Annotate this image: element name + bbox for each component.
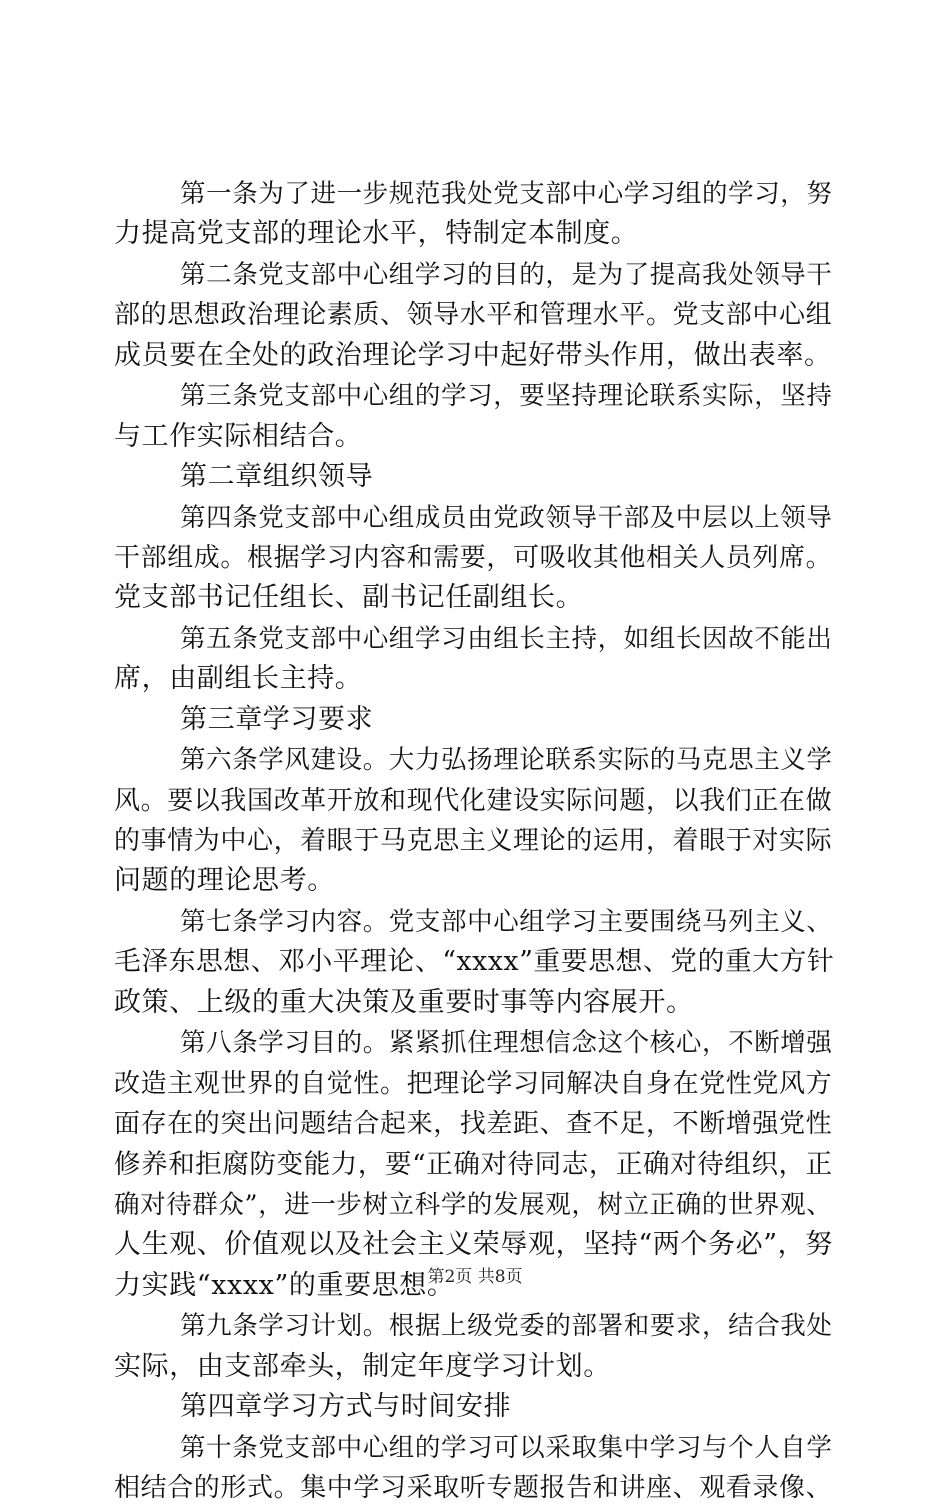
text-line: 人生观、价值观以及社会主义荣辱观，坚持“两个务必”，努 <box>114 1229 833 1261</box>
text-line: 第四章学习方式与时间安排 <box>180 1391 512 1423</box>
text-line: 力提高党支部的理论水平，特制定本制度。 <box>114 218 639 250</box>
text-line: 力实践“xxxx”的重要思想。 <box>114 1269 455 1301</box>
text-line: 党支部书记任组长、副书记任副组长。 <box>114 582 584 614</box>
text-line: 风。要以我国改革开放和现代化建设实际问题，以我们正在做 <box>114 785 833 816</box>
text-line: 第八条学习目的。紧紧抓住理想信念这个核心，不断增强 <box>180 1028 833 1059</box>
text-line: 第十条党支部中心组的学习可以采取集中学习与个人自学 <box>180 1432 833 1463</box>
text-line: 第五条党支部中心组学习由组长主持，如组长因故不能出 <box>180 623 833 654</box>
text-line: 部的思想政治理论素质、领导水平和管理水平。党支部中心组 <box>114 300 833 331</box>
text-line: 修养和拒腐防变能力，要“正确对待同志，正确对待组织，正 <box>114 1148 833 1180</box>
page-footer: 第2页 共8页 <box>427 1267 523 1287</box>
text-line: 确对待群众”，进一步树立科学的发展观，树立正确的世界观、 <box>114 1189 833 1220</box>
text-line: 实际，由支部牵头，制定年度学习计划。 <box>114 1350 611 1382</box>
text-line: 改造主观世界的自觉性。把理论学习同解决自身在党性党风方 <box>114 1068 833 1099</box>
text-line: 政策、上级的重大决策及重要时事等内容展开。 <box>114 986 694 1018</box>
text-line: 相结合的形式。集中学习采取听专题报告和讲座、观看录像、 <box>114 1473 833 1503</box>
text-line: 问题的理论思考。 <box>114 865 335 897</box>
text-line: 第三条党支部中心组的学习，要坚持理论联系实际，坚持 <box>180 381 833 412</box>
text-line: 干部组成。根据学习内容和需要，可吸收其他相关人员列席。 <box>114 542 833 573</box>
text-line: 第二章组织领导 <box>180 461 374 493</box>
text-line: 面存在的突出问题结合起来，找差距、查不足，不断增强党性 <box>114 1109 833 1140</box>
text-line: 第三章学习要求 <box>180 703 374 735</box>
text-line: 第七条学习内容。党支部中心组学习主要围绕马列主义、 <box>180 906 833 937</box>
text-line: 第四条党支部中心组成员由党政领导干部及中层以上领导 <box>180 502 833 533</box>
text-line: 第二条党支部中心组学习的目的，是为了提高我处领导干 <box>180 259 833 290</box>
text-line: 毛泽东思想、邓小平理论、“xxxx”重要思想、党的重大方针 <box>114 946 835 978</box>
text-line: 成员要在全处的政治理论学习中起好带头作用，做出表率。 <box>114 339 832 371</box>
text-line: 第九条学习计划。根据上级党委的部署和要求，结合我处 <box>180 1311 833 1342</box>
text-line: 与工作实际相结合。 <box>114 420 363 452</box>
text-line: 第一条为了进一步规范我处党支部中心学习组的学习，努 <box>180 179 833 209</box>
document-body <box>114 174 836 1508</box>
text-line: 席，由副组长主持。 <box>114 663 363 695</box>
text-line: 第六条学风建设。大力弘扬理论联系实际的马克思主义学 <box>180 745 833 776</box>
text-line: 的事情为中心，着眼于马克思主义理论的运用，着眼于对实际 <box>114 826 833 856</box>
